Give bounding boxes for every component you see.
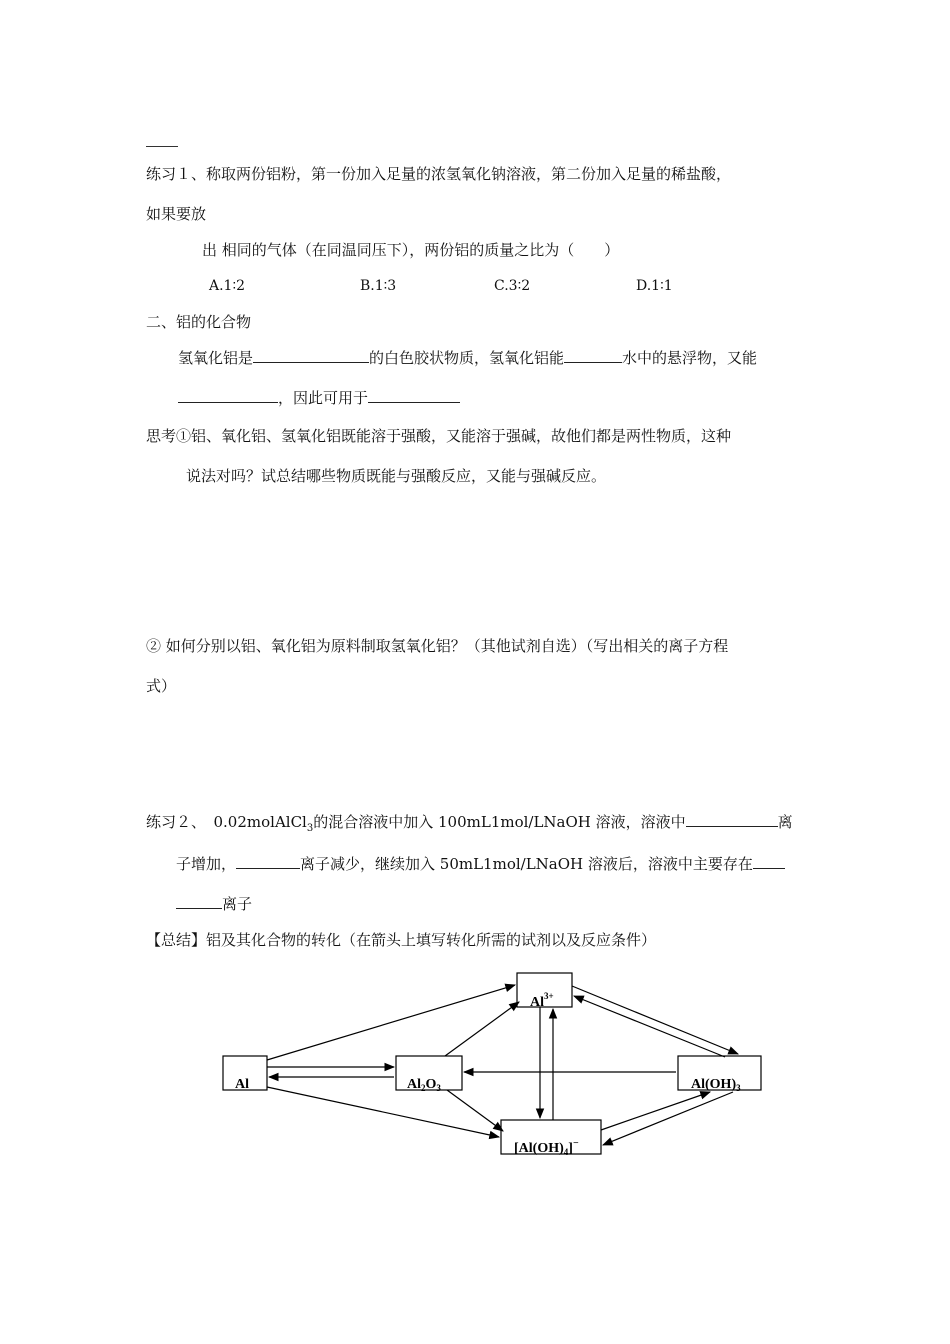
think1-line2: 说法对吗？试总结哪些物质既能与强酸反应，又能与强碱反应。 [186,467,607,485]
arrow-al2o3-to-al3plus [445,1002,519,1056]
exercise2-text-2: 的混合溶液中加入 100mL1mol/LNaOH 溶液，溶液中 [313,813,686,831]
label-al2o3: $Al_2O_3$ [407,1077,441,1093]
arrow-aloh3-to-aloh4 [603,1092,733,1145]
arrow-al-to-al3plus [267,985,515,1060]
option-c: C.3∶2 [494,278,531,294]
hydroxide-text-4: ，因此可用于 [278,389,369,407]
exercise1-line1: 练习１、称取两份铝粉，第一份加入足量的浓氢氧化钠溶液，第二份加入足量的稀盐酸， [146,165,732,183]
hydroxide-text-3: 水中的悬浮物，又能 [622,349,758,367]
think2-line2: 式） [146,677,177,695]
exercise1-line2: 如果要放 [146,205,207,223]
exercise2-text-3: 离 [777,813,793,831]
hydroxide-text-1: 氢氧化铝是 [178,349,254,367]
arrow-al3plus-to-aloh3 [572,986,738,1054]
option-a: A.1∶2 [209,278,246,294]
label-al: Al [235,1077,249,1092]
exercise2-text-1: 练习２、 0.02molAlCl [146,813,307,831]
hydroxide-text-2: 的白色胶状物质，氢氧化铝能 [369,349,565,367]
label-aloh3: $Al(OH)_3$ [691,1077,741,1093]
exercise1-line3: 出 相同的气体（在同温同压下），两份铝的质量之比为（ ） [202,241,620,259]
label-aloh4: $[Al(OH)_4]^-$ [514,1138,579,1157]
arrow-aloh3-to-al3plus [574,996,725,1057]
think2-line1: ② 如何分别以铝、氧化铝为原料制取氢氧化铝？（其他试剂自选）（写出相关的离子方程 [146,637,729,655]
think1-line1: 思考①铝、氧化铝、氢氧化铝既能溶于强酸，又能溶于强碱，故他们都是两性物质，这种 [146,427,732,445]
arrow-al2o3-to-aloh4 [447,1090,503,1131]
section-title: 二、铝的化合物 [146,313,252,331]
exercise2-text-4: 子增加， [176,855,237,873]
arrow-aloh4-to-aloh3 [601,1092,710,1130]
summary-line: 【总结】铝及其化合物的转化（在箭头上填写转化所需的试剂以及反应条件） [146,931,657,949]
option-b: B.1∶3 [360,278,397,294]
option-d: D.1∶1 [636,278,673,294]
exercise2-text-5: 离子减少，继续加入 50mL1mol/LNaOH 溶液后，溶液中主要存在 [300,855,753,873]
label-al3plus: $Al^{3+}$ [530,991,554,1010]
box-al3plus [517,973,572,1007]
arrow-al-to-aloh4 [267,1087,499,1137]
exercise2-sub: 3 [306,823,314,834]
exercise2-text-6: 离子 [222,895,253,913]
